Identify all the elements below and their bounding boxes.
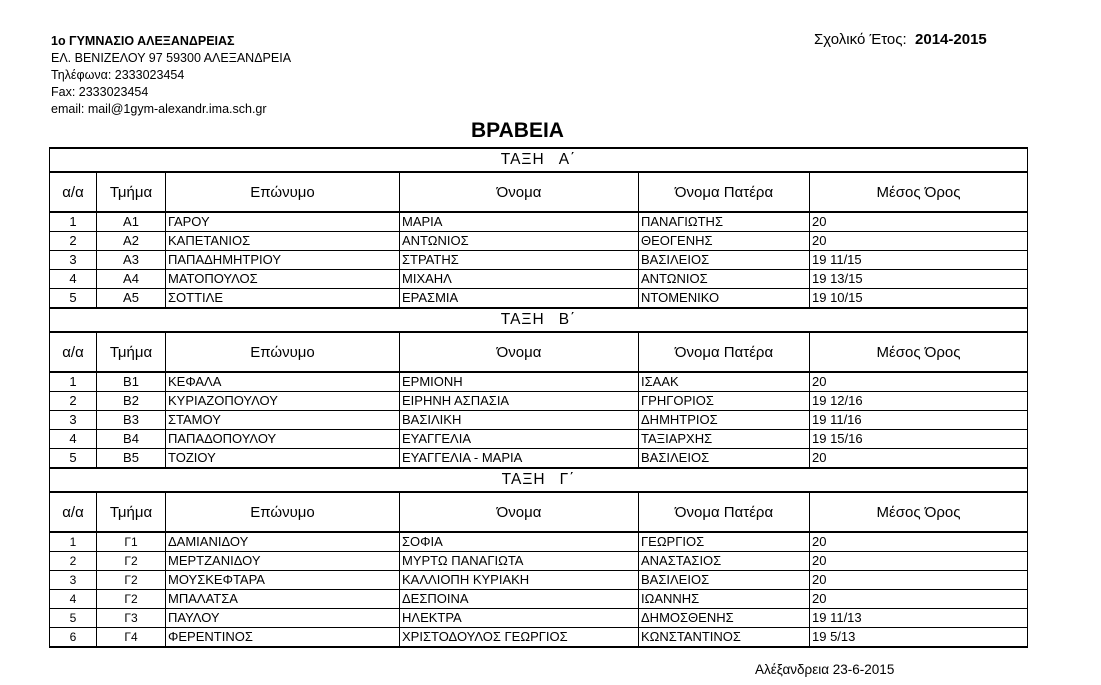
col-father-cell: ΒΑΣΙΛΕΙΟΣ (639, 449, 810, 469)
school-email: email: mail@1gym-alexandr.ima.sch.gr (51, 102, 267, 116)
col-average-cell: 19 11/16 (810, 411, 1028, 430)
col-average-cell: 20 (810, 212, 1028, 232)
table-row (50, 232, 1028, 251)
col-name-cell: ΗΛΕΚΤΡΑ (400, 609, 639, 628)
col-name-cell: ΕΥΑΓΓΕΛΙΑ - ΜΑΡΙΑ (400, 449, 639, 469)
col-dept-cell: Γ2 (97, 552, 166, 571)
column-header-row (50, 492, 1028, 532)
section-label: ΤΑΞΗ (500, 151, 545, 168)
col-father-cell: ΙΩΑΝΝΗΣ (639, 590, 810, 609)
col-father-cell: ΘΕΟΓΕΝΗΣ (639, 232, 810, 251)
col-dept-cell: Β5 (97, 449, 166, 469)
col-dept-cell: Α5 (97, 289, 166, 309)
col-surname-cell: ΤΟΖΙΟΥ (166, 449, 400, 469)
col-father-cell: ΒΑΣΙΛΕΙΟΣ (639, 251, 810, 270)
col-average-cell: 19 12/16 (810, 392, 1028, 411)
col-dept-cell: Γ2 (97, 571, 166, 590)
section-grade: Β΄ (558, 311, 577, 328)
col-surname-cell: ΔΑΜΙΑΝΙΔΟΥ (166, 532, 400, 552)
awards-table (49, 147, 1028, 648)
col-name-cell: ΕΡΑΣΜΙΑ (400, 289, 639, 309)
table-row (50, 372, 1028, 392)
col-average-cell: 19 5/13 (810, 628, 1028, 648)
col-average-header: Μέσος Όρος (810, 492, 1028, 532)
school-address: ΕΛ. ΒΕΝΙΖΕΛΟΥ 97 59300 ΑΛΕΞΑΝΔΡΕΙΑ (51, 51, 292, 65)
col-father-cell: ΔΗΜΟΣΘΕΝΗΣ (639, 609, 810, 628)
col-father-cell: ΤΑΞΙΑΡΧΗΣ (639, 430, 810, 449)
col-aa-cell: 2 (50, 392, 97, 411)
col-father-cell: ΓΡΗΓΟΡΙΟΣ (639, 392, 810, 411)
col-average-cell: 19 11/13 (810, 609, 1028, 628)
col-dept-cell: Γ1 (97, 532, 166, 552)
col-aa-header: α/α (50, 332, 97, 372)
col-dept-cell: Α1 (97, 212, 166, 232)
table-row (50, 270, 1028, 289)
col-aa-cell: 1 (50, 372, 97, 392)
col-father-header: Όνομα Πατέρα (639, 332, 810, 372)
col-surname-header: Επώνυμο (166, 332, 400, 372)
col-aa-cell: 3 (50, 571, 97, 590)
col-aa-cell: 4 (50, 430, 97, 449)
table-row (50, 532, 1028, 552)
col-father-cell: ΔΗΜΗΤΡΙΟΣ (639, 411, 810, 430)
col-average-cell: 20 (810, 372, 1028, 392)
table-row (50, 251, 1028, 270)
col-surname-cell: ΜΕΡΤΖΑΝΙΔΟΥ (166, 552, 400, 571)
section-label: ΤΑΞΗ (501, 471, 546, 488)
table-row (50, 609, 1028, 628)
col-aa-cell: 5 (50, 289, 97, 309)
table-row (50, 449, 1028, 469)
col-average-cell: 20 (810, 552, 1028, 571)
col-father-cell: ΒΑΣΙΛΕΙΟΣ (639, 571, 810, 590)
col-name-cell: ΕΡΜΙΟΝΗ (400, 372, 639, 392)
col-surname-cell: ΦΕΡΕΝΤΙΝΟΣ (166, 628, 400, 648)
column-header-row (50, 332, 1028, 372)
col-aa-cell: 5 (50, 609, 97, 628)
school-fax: Fax: 2333023454 (51, 85, 149, 99)
col-name-cell: ΧΡΙΣΤΟΔΟΥΛΟΣ ΓΕΩΡΓΙΟΣ (400, 628, 639, 648)
col-father-cell: ΙΣΑΑΚ (639, 372, 810, 392)
school-name: 1ο ΓΥΜΝΑΣΙΟ ΑΛΕΞΑΝΔΡΕΙΑΣ (51, 34, 235, 48)
col-aa-cell: 2 (50, 232, 97, 251)
col-dept-cell: Β3 (97, 411, 166, 430)
table-row (50, 571, 1028, 590)
col-aa-cell: 3 (50, 251, 97, 270)
col-dept-cell: Β2 (97, 392, 166, 411)
section-header (50, 468, 1028, 492)
col-dept-cell: Β1 (97, 372, 166, 392)
col-name-header: Όνομα (400, 172, 639, 212)
col-aa-header: α/α (50, 492, 97, 532)
col-dept-cell: Γ2 (97, 590, 166, 609)
col-surname-cell: ΓΑΡΟΥ (166, 212, 400, 232)
col-surname-cell: ΠΑΠΑΔΗΜΗΤΡΙΟΥ (166, 251, 400, 270)
col-surname-header: Επώνυμο (166, 492, 400, 532)
column-header-row (50, 172, 1028, 212)
table-row (50, 289, 1028, 309)
col-average-cell: 20 (810, 232, 1028, 251)
col-name-cell: ΕΥΑΓΓΕΛΙΑ (400, 430, 639, 449)
col-aa-cell: 1 (50, 212, 97, 232)
col-average-cell: 20 (810, 590, 1028, 609)
col-surname-cell: ΚΕΦΑΛΑ (166, 372, 400, 392)
col-dept-cell: Γ4 (97, 628, 166, 648)
table-row (50, 628, 1028, 648)
section-header (50, 308, 1028, 332)
col-average-cell: 20 (810, 449, 1028, 469)
school-phone: Τηλέφωνα: 2333023454 (51, 68, 185, 82)
col-name-header: Όνομα (400, 332, 639, 372)
col-name-cell: ΜΙΧΑΗΛ (400, 270, 639, 289)
col-name-cell: ΔΕΣΠΟΙΝΑ (400, 590, 639, 609)
col-name-cell: ΕΙΡΗΝΗ ΑΣΠΑΣΙΑ (400, 392, 639, 411)
col-surname-cell: ΚΥΡΙΑΖΟΠΟΥΛΟΥ (166, 392, 400, 411)
col-father-header: Όνομα Πατέρα (639, 492, 810, 532)
col-average-header: Μέσος Όρος (810, 172, 1028, 212)
col-name-cell: ΜΥΡΤΩ ΠΑΝΑΓΙΩΤΑ (400, 552, 639, 571)
col-average-cell: 19 13/15 (810, 270, 1028, 289)
table-row (50, 392, 1028, 411)
col-dept-header: Τμήμα (97, 492, 166, 532)
col-dept-cell: Γ3 (97, 609, 166, 628)
col-surname-cell: ΜΑΤΟΠΟΥΛΟΣ (166, 270, 400, 289)
col-aa-cell: 1 (50, 532, 97, 552)
col-aa-cell: 6 (50, 628, 97, 648)
section-grade: Α΄ (558, 151, 577, 168)
table-row (50, 590, 1028, 609)
col-aa-cell: 4 (50, 270, 97, 289)
col-aa-header: α/α (50, 172, 97, 212)
col-father-cell: ΑΝΑΣΤΑΣΙΟΣ (639, 552, 810, 571)
col-father-cell: ΓΕΩΡΓΙΟΣ (639, 532, 810, 552)
col-name-cell: ΣΤΡΑΤΗΣ (400, 251, 639, 270)
table-row (50, 212, 1028, 232)
section-grade: Γ΄ (559, 471, 576, 488)
col-average-cell: 19 10/15 (810, 289, 1028, 309)
col-name-cell: ΑΝΤΩΝΙΟΣ (400, 232, 639, 251)
col-dept-cell: Α2 (97, 232, 166, 251)
col-name-cell: ΣΟΦΙΑ (400, 532, 639, 552)
col-average-cell: 19 11/15 (810, 251, 1028, 270)
school-year (814, 31, 987, 48)
section-header (50, 148, 1028, 172)
col-average-cell: 20 (810, 571, 1028, 590)
col-surname-cell: ΣΟΤΤΙΛΕ (166, 289, 400, 309)
col-surname-cell: ΣΤΑΜΟΥ (166, 411, 400, 430)
col-average-cell: 19 15/16 (810, 430, 1028, 449)
school-year-value: 2014-2015 (915, 31, 987, 48)
col-aa-cell: 4 (50, 590, 97, 609)
table-row (50, 411, 1028, 430)
school-header (51, 33, 291, 118)
col-name-cell: ΚΑΛΛΙΟΠΗ ΚΥΡΙΑΚΗ (400, 571, 639, 590)
col-name-header: Όνομα (400, 492, 639, 532)
col-aa-cell: 5 (50, 449, 97, 469)
col-name-cell: ΜΑΡΙΑ (400, 212, 639, 232)
col-surname-cell: ΠΑΠΑΔΟΠΟΥΛΟΥ (166, 430, 400, 449)
page-title: ΒΡΑΒΕΙΑ (471, 119, 564, 142)
col-dept-header: Τμήμα (97, 172, 166, 212)
col-father-cell: ΝΤΟΜΕΝΙΚΟ (639, 289, 810, 309)
col-dept-cell: Α4 (97, 270, 166, 289)
col-aa-cell: 2 (50, 552, 97, 571)
col-father-cell: ΑΝΤΩΝΙΟΣ (639, 270, 810, 289)
col-father-header: Όνομα Πατέρα (639, 172, 810, 212)
col-surname-cell: ΜΠΑΛΑΤΣΑ (166, 590, 400, 609)
table-row (50, 552, 1028, 571)
col-surname-header: Επώνυμο (166, 172, 400, 212)
col-dept-cell: Β4 (97, 430, 166, 449)
table-row (50, 430, 1028, 449)
col-dept-header: Τμήμα (97, 332, 166, 372)
col-surname-cell: ΚΑΠΕΤΑΝΙΟΣ (166, 232, 400, 251)
col-average-cell: 20 (810, 532, 1028, 552)
school-year-label: Σχολικό Έτος: (814, 31, 907, 48)
col-name-cell: ΒΑΣΙΛΙΚΗ (400, 411, 639, 430)
col-dept-cell: Α3 (97, 251, 166, 270)
col-surname-cell: ΠΑΥΛΟΥ (166, 609, 400, 628)
section-label: ΤΑΞΗ (500, 311, 545, 328)
col-average-header: Μέσος Όρος (810, 332, 1028, 372)
footer-place-date: Αλέξανδρεια 23-6-2015 (755, 662, 895, 677)
col-father-cell: ΚΩΝΣΤΑΝΤΙΝΟΣ (639, 628, 810, 648)
col-aa-cell: 3 (50, 411, 97, 430)
col-father-cell: ΠΑΝΑΓΙΩΤΗΣ (639, 212, 810, 232)
col-surname-cell: ΜΟΥΣΚΕΦΤΑΡΑ (166, 571, 400, 590)
